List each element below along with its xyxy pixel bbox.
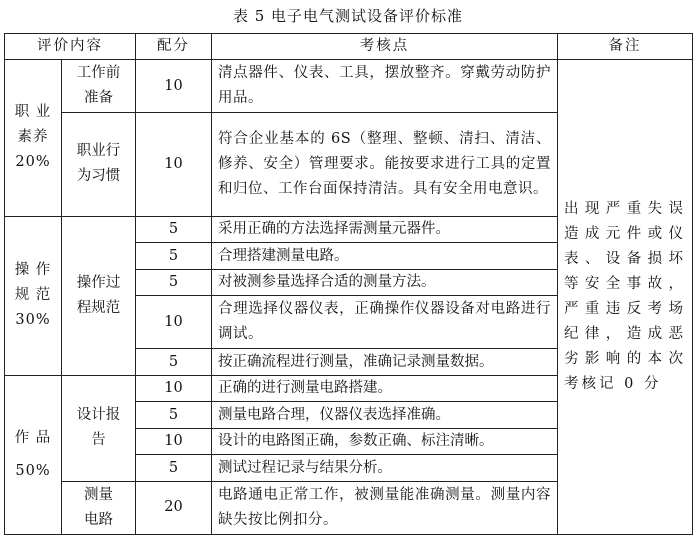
- criteria-cell: 合理搭建测量电路。: [212, 243, 558, 270]
- criteria-cell: 设计的电路图正确，参数正确、标注清晰。: [212, 428, 558, 455]
- score-cell: 10: [136, 113, 212, 217]
- score-cell: 10: [136, 428, 212, 455]
- score-cell: 5: [136, 243, 212, 270]
- criteria-cell: 采用正确的方法选择需测量元器件。: [212, 216, 558, 243]
- criteria-cell: 电路通电正常工作，被测量能准确测量。测量内容缺失按比例扣分。: [212, 481, 558, 534]
- score-cell: 10: [136, 60, 212, 113]
- score-cell: 5: [136, 269, 212, 296]
- criteria-cell: 符合企业基本的 6S（整理、整顿、清扫、清洁、修养、安全）管理要求。能按要求进行工具的定置和归位、工作台面保持清洁。具有安全用电意识。: [212, 113, 558, 217]
- criteria-cell: 测量电路合理，仪器仪表选择准确。: [212, 402, 558, 429]
- score-cell: 5: [136, 455, 212, 482]
- header-content: 评价内容: [5, 34, 136, 60]
- score-cell: 5: [136, 349, 212, 376]
- table-caption: 表 5 电子电气测试设备评价标准: [232, 7, 464, 25]
- category-cell: 作 品 50%: [5, 375, 62, 534]
- criteria-cell: 清点器件、仪表、工具，摆放整齐。穿戴劳动防护用品。: [212, 60, 558, 113]
- header-row: [5, 34, 693, 60]
- evaluation-table: [4, 33, 693, 535]
- subcategory-cell: 职业行 为习惯: [62, 113, 136, 217]
- criteria-cell: 合理选择仪器仪表，正确操作仪器设备对电路进行调试。: [212, 296, 558, 349]
- table-row: [5, 60, 693, 113]
- score-cell: 10: [136, 296, 212, 349]
- header-score: 配分: [136, 34, 212, 60]
- criteria-cell: 按正确流程进行测量，准确记录测量数据。: [212, 349, 558, 376]
- subcategory-cell: 工作前 准备: [62, 60, 136, 113]
- score-cell: 10: [136, 375, 212, 402]
- subcategory-cell: 设计报 告: [62, 375, 136, 481]
- score-cell: 5: [136, 402, 212, 429]
- criteria-cell: 正确的进行测量电路搭建。: [212, 375, 558, 402]
- score-cell: 5: [136, 216, 212, 243]
- score-cell: 20: [136, 481, 212, 534]
- header-remark: 备注: [558, 34, 693, 60]
- category-cell: 操 作 规 范 30%: [5, 216, 62, 375]
- category-cell: 职 业 素养 20%: [5, 60, 62, 217]
- criteria-cell: 对被测参量选择合适的测量方法。: [212, 269, 558, 296]
- subcategory-cell: 测量 电路: [62, 481, 136, 534]
- subcategory-cell: 操作过 程规范: [62, 216, 136, 375]
- header-points: 考核点: [212, 34, 558, 60]
- criteria-cell: 测试过程记录与结果分析。: [212, 455, 558, 482]
- remark-cell: 出现严重失误造成元件或仪表、设备损坏等安全事故， 严重违反考场纪律，造成恶劣影响的本次考核记 0 分: [558, 60, 693, 535]
